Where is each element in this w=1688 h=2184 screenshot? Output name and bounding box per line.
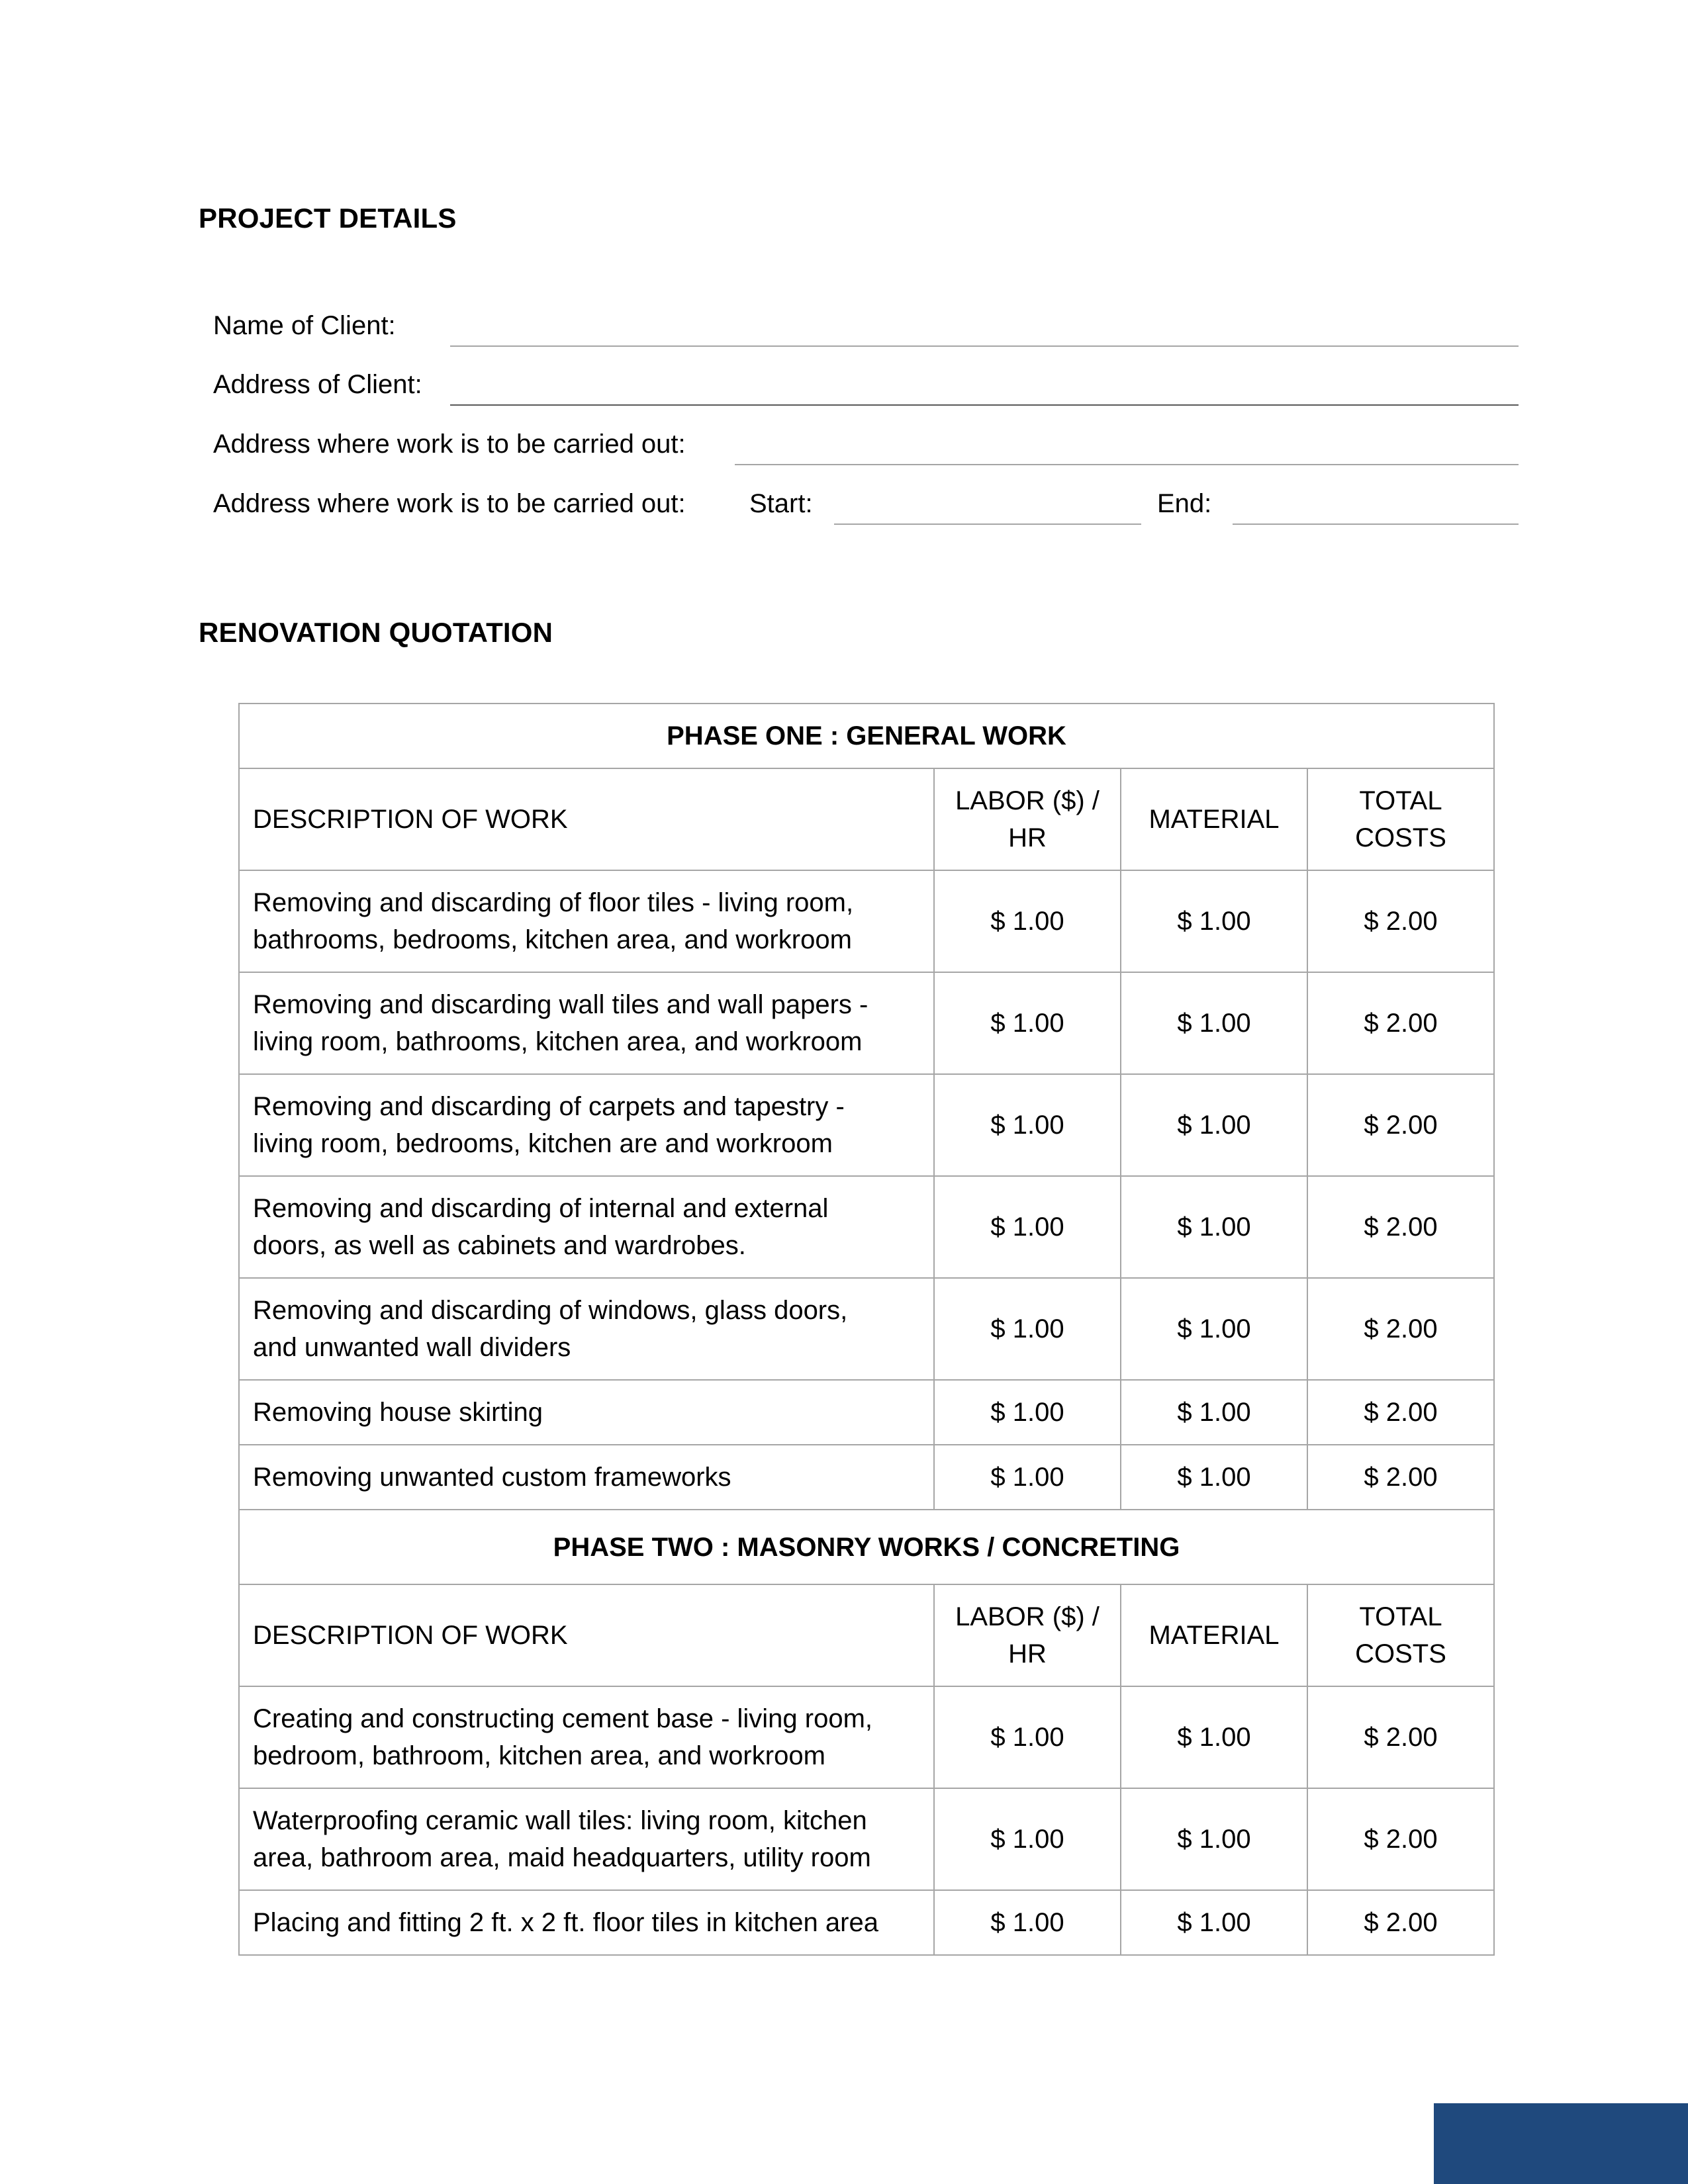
total-header-line1: TOTAL bbox=[1359, 1602, 1442, 1631]
end-date-field[interactable] bbox=[1233, 523, 1519, 525]
start-label: Start: bbox=[749, 489, 813, 518]
renovation-quotation-table bbox=[238, 703, 1495, 1956]
material-cell: $ 1.00 bbox=[1121, 870, 1307, 972]
work-address-label: Address where work is to be carried out: bbox=[213, 430, 686, 459]
labor-header-line1: LABOR ($) / bbox=[955, 786, 1100, 815]
description-line: Waterproofing ceramic wall tiles: living room, kitchen bbox=[253, 1806, 867, 1835]
description-line: Removing and discarding of carpets and tapestry - bbox=[253, 1092, 845, 1121]
table-row bbox=[239, 1176, 1494, 1278]
client-address-field[interactable] bbox=[450, 404, 1519, 406]
footer-accent-block bbox=[1434, 2103, 1688, 2184]
client-name-field[interactable] bbox=[450, 345, 1519, 347]
phase-title: PHASE TWO : MASONRY WORKS / CONCRETING bbox=[239, 1510, 1494, 1584]
total-cell: $ 2.00 bbox=[1307, 1278, 1494, 1380]
table-row bbox=[239, 1788, 1494, 1890]
description-cell: Removing unwanted custom frameworks bbox=[239, 1445, 934, 1510]
work-address-field[interactable] bbox=[735, 464, 1519, 465]
material-column-header: MATERIAL bbox=[1121, 1584, 1307, 1686]
client-address-label: Address of Client: bbox=[213, 370, 422, 399]
total-column-header bbox=[1307, 1584, 1494, 1686]
description-cell bbox=[239, 1074, 934, 1176]
labor-column-header bbox=[934, 768, 1121, 870]
labor-cell: $ 1.00 bbox=[934, 1074, 1121, 1176]
material-cell: $ 1.00 bbox=[1121, 1074, 1307, 1176]
total-cell: $ 2.00 bbox=[1307, 870, 1494, 972]
total-cell: $ 2.00 bbox=[1307, 1445, 1494, 1510]
material-cell: $ 1.00 bbox=[1121, 1890, 1307, 1955]
total-header-line2: COSTS bbox=[1355, 1639, 1446, 1668]
description-line: living room, bathrooms, kitchen area, and workroom bbox=[253, 1027, 863, 1056]
description-line: doors, as well as cabinets and wardrobes. bbox=[253, 1231, 746, 1260]
table-row bbox=[239, 1890, 1494, 1955]
project-details-heading: PROJECT DETAILS bbox=[199, 203, 457, 234]
material-cell: $ 1.00 bbox=[1121, 1445, 1307, 1510]
description-column-header: DESCRIPTION OF WORK bbox=[239, 768, 934, 870]
material-cell: $ 1.00 bbox=[1121, 1686, 1307, 1788]
description-line: Removing and discarding of internal and external bbox=[253, 1194, 829, 1223]
description-line: Removing and discarding of windows, glass doors, bbox=[253, 1296, 848, 1325]
description-cell bbox=[239, 1686, 934, 1788]
work-dates-label: Address where work is to be carried out: bbox=[213, 489, 686, 518]
total-cell: $ 2.00 bbox=[1307, 1074, 1494, 1176]
description-line: Creating and constructing cement base - living room, bbox=[253, 1704, 873, 1733]
labor-header-line2: HR bbox=[1008, 1639, 1047, 1668]
description-line: Removing and discarding of floor tiles - living room, bbox=[253, 888, 854, 917]
labor-cell: $ 1.00 bbox=[934, 1686, 1121, 1788]
column-header-row bbox=[239, 1584, 1494, 1686]
description-cell: Placing and fitting 2 ft. x 2 ft. floor tiles in kitchen area bbox=[239, 1890, 934, 1955]
table-row bbox=[239, 1278, 1494, 1380]
description-line: Removing and discarding wall tiles and wall papers - bbox=[253, 990, 868, 1019]
client-name-label: Name of Client: bbox=[213, 311, 396, 340]
table-row bbox=[239, 1380, 1494, 1445]
labor-column-header bbox=[934, 1584, 1121, 1686]
material-cell: $ 1.00 bbox=[1121, 972, 1307, 1074]
description-cell bbox=[239, 1788, 934, 1890]
table-row bbox=[239, 1686, 1494, 1788]
labor-header-line1: LABOR ($) / bbox=[955, 1602, 1100, 1631]
description-cell: Removing house skirting bbox=[239, 1380, 934, 1445]
total-cell: $ 2.00 bbox=[1307, 1788, 1494, 1890]
total-cell: $ 2.00 bbox=[1307, 972, 1494, 1074]
labor-cell: $ 1.00 bbox=[934, 870, 1121, 972]
labor-cell: $ 1.00 bbox=[934, 1445, 1121, 1510]
material-cell: $ 1.00 bbox=[1121, 1176, 1307, 1278]
table-row bbox=[239, 870, 1494, 972]
description-line: bathrooms, bedrooms, kitchen area, and workroom bbox=[253, 925, 852, 954]
total-header-line2: COSTS bbox=[1355, 823, 1446, 852]
phase-header-row bbox=[239, 1510, 1494, 1584]
phase-title: PHASE ONE : GENERAL WORK bbox=[239, 704, 1494, 768]
total-cell: $ 2.00 bbox=[1307, 1686, 1494, 1788]
table-row bbox=[239, 1445, 1494, 1510]
column-header-row bbox=[239, 768, 1494, 870]
total-cell: $ 2.00 bbox=[1307, 1890, 1494, 1955]
end-label: End: bbox=[1157, 489, 1212, 518]
labor-cell: $ 1.00 bbox=[934, 1176, 1121, 1278]
total-column-header bbox=[1307, 768, 1494, 870]
labor-cell: $ 1.00 bbox=[934, 1890, 1121, 1955]
table-row bbox=[239, 972, 1494, 1074]
description-cell bbox=[239, 972, 934, 1074]
labor-cell: $ 1.00 bbox=[934, 1788, 1121, 1890]
material-column-header: MATERIAL bbox=[1121, 768, 1307, 870]
material-cell: $ 1.00 bbox=[1121, 1380, 1307, 1445]
description-cell bbox=[239, 1176, 934, 1278]
description-line: living room, bedrooms, kitchen are and workroom bbox=[253, 1129, 833, 1158]
phase-header-row bbox=[239, 704, 1494, 768]
material-cell: $ 1.00 bbox=[1121, 1278, 1307, 1380]
labor-cell: $ 1.00 bbox=[934, 1278, 1121, 1380]
material-cell: $ 1.00 bbox=[1121, 1788, 1307, 1890]
description-line: bedroom, bathroom, kitchen area, and workroom bbox=[253, 1741, 825, 1770]
renovation-quotation-heading: RENOVATION QUOTATION bbox=[199, 617, 553, 648]
total-cell: $ 2.00 bbox=[1307, 1176, 1494, 1278]
description-line: area, bathroom area, maid headquarters, utility room bbox=[253, 1843, 871, 1872]
description-line: and unwanted wall dividers bbox=[253, 1333, 571, 1362]
description-cell bbox=[239, 870, 934, 972]
description-cell bbox=[239, 1278, 934, 1380]
description-column-header: DESCRIPTION OF WORK bbox=[239, 1584, 934, 1686]
total-header-line1: TOTAL bbox=[1359, 786, 1442, 815]
labor-cell: $ 1.00 bbox=[934, 972, 1121, 1074]
labor-header-line2: HR bbox=[1008, 823, 1047, 852]
total-cell: $ 2.00 bbox=[1307, 1380, 1494, 1445]
labor-cell: $ 1.00 bbox=[934, 1380, 1121, 1445]
start-date-field[interactable] bbox=[834, 523, 1141, 525]
table-row bbox=[239, 1074, 1494, 1176]
